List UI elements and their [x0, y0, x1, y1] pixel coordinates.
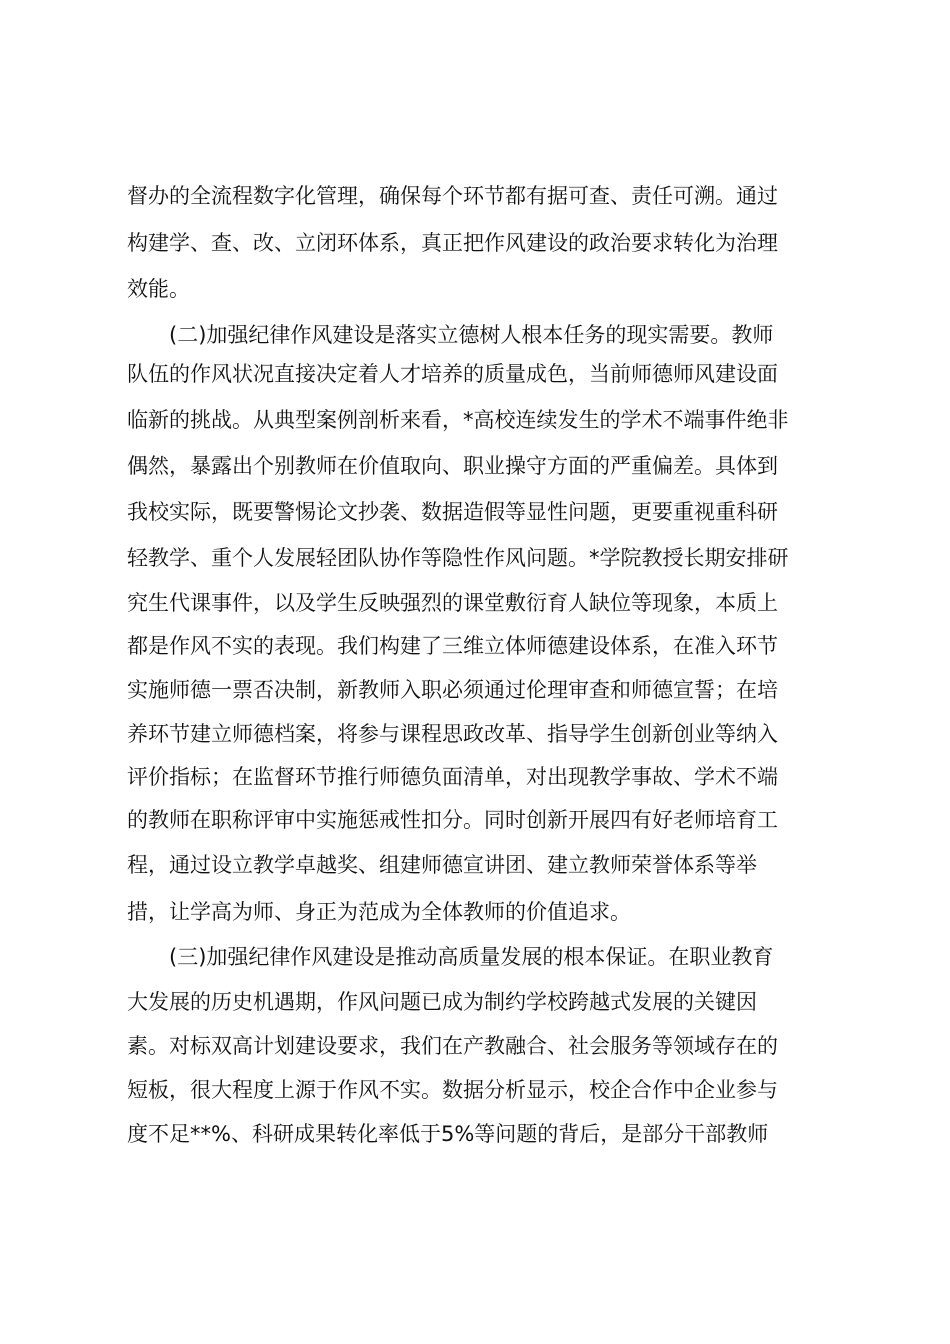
section-heading-line: (三)加强纪律作风建设是推动高质量发展的根本保证。在职业教育 — [169, 945, 774, 969]
text-line: 措，让学高为师、身正为范成为全体教师的价值追求。 — [127, 900, 631, 924]
text-line: 的教师在职称评审中实施惩戒性扣分。同时创新开展四有好老师培育工 — [127, 808, 778, 832]
text-line: 养环节建立师德档案，将参与课程思政改革、指导学生创新创业等纳入 — [127, 722, 778, 746]
text-line: 效能。 — [127, 277, 190, 301]
text-line: 评价指标；在监督环节推行师德负面清单，对出现教学事故、学术不端 — [127, 765, 778, 789]
text-line: 度不足**%、科研成果转化率低于5%等问题的背后，是部分干部教师 — [127, 1122, 769, 1146]
text-line: 都是作风不实的表现。我们构建了三维立体师德建设体系，在准入环节 — [127, 634, 778, 658]
text-line: 临新的挑战。从典型案例剖析来看，*高校连续发生的学术不端事件绝非 — [127, 408, 789, 432]
text-line: 队伍的作风状况直接决定着人才培养的质量成色，当前师德师风建设面 — [127, 362, 778, 386]
text-line: 短板，很大程度上源于作风不实。数据分析显示，校企合作中企业参与 — [127, 1078, 778, 1102]
text-line: 构建学、查、改、立闭环体系，真正把作风建设的政治要求转化为治理 — [127, 231, 778, 255]
text-line: 程，通过设立教学卓越奖、组建师德宣讲团、建立教师荣誉体系等举 — [127, 853, 757, 877]
text-line: 究生代课事件，以及学生反映强烈的课堂敷衍育人缺位等现象，本质上 — [127, 591, 778, 615]
text-line: 素。对标双高计划建设要求，我们在产教融合、社会服务等领域存在的 — [127, 1034, 778, 1058]
text-line: 督办的全流程数字化管理，确保每个环节都有据可查、责任可溯。通过 — [127, 184, 778, 208]
text-line: 大发展的历史机遇期，作风问题已成为制约学校跨越式发展的关键因 — [127, 990, 757, 1014]
text-line: 偶然，暴露出个别教师在价值取向、职业操守方面的严重偏差。具体到 — [127, 454, 778, 478]
text-line: 实施师德一票否决制，新教师入职必须通过伦理审查和师德宣誓；在培 — [127, 678, 778, 702]
text-line: 我校实际，既要警惕论文抄袭、数据造假等显性问题，更要重视重科研 — [127, 500, 778, 524]
section-heading-line: (二)加强纪律作风建设是落实立德树人根本任务的现实需要。教师 — [169, 323, 774, 347]
text-line: 轻教学、重个人发展轻团队协作等隐性作风问题。*学院教授长期安排研 — [127, 546, 789, 570]
